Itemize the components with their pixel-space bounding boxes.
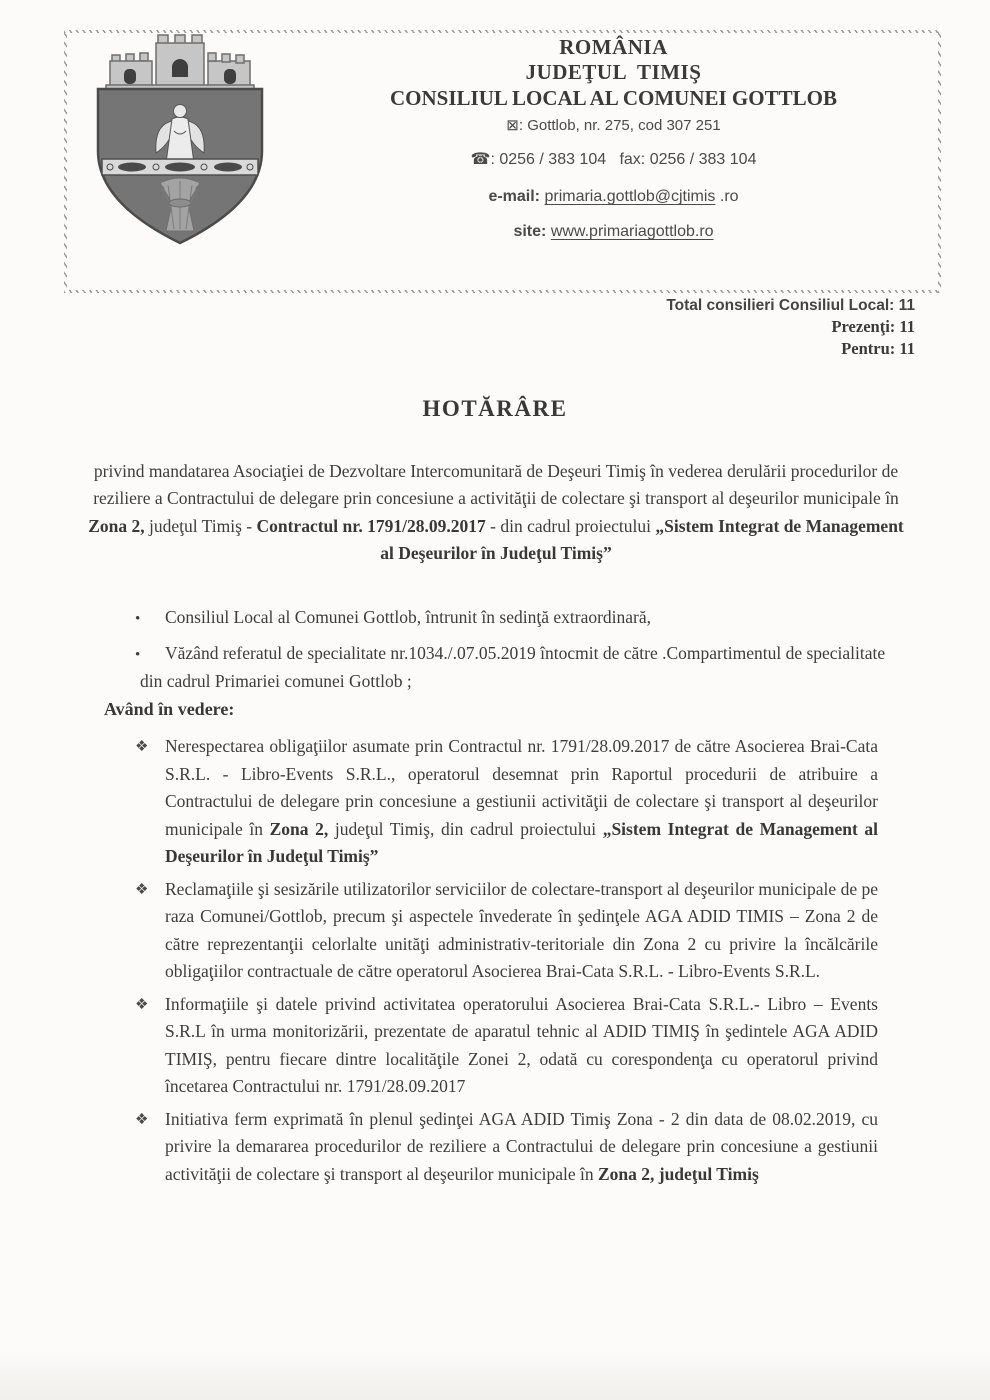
- subtitle-run-bold: „Sistem Integrat de Management al Deşeurilor în Judeţul Timiş”: [380, 515, 904, 563]
- email-label: e-mail:: [488, 188, 541, 205]
- site-link[interactable]: www.primariagottlob.ro: [550, 223, 714, 240]
- coat-of-arms-icon: [84, 31, 276, 247]
- item-text: judeţul Timiş, din cadrul proiectului: [328, 818, 603, 839]
- item-text: Initiativa ferm exprimată în plenul şedinţei AGA ADID Timiş Zona - 2 din data de 08.02.2019, cu privire la demararea procedurilor de reziliere a Contractului de delegare prin concesiune a gestiunii activităţii de colectare şi transport al deşeurilor municipale în: [165, 1108, 878, 1184]
- for-count: Pentru: 11: [841, 338, 915, 358]
- list-item-text: Consiliul Local al Comunei Gottlob, întrunit în sedinţă extraordinară,: [165, 607, 652, 627]
- page-title: HOTĂRÂRE: [422, 396, 568, 421]
- country-title: ROMÂNIA: [559, 35, 668, 59]
- phone-line: [302, 149, 925, 169]
- diamond-bullet-icon: ❖: [135, 881, 149, 898]
- list-item: [135, 876, 878, 986]
- item-text-bold: „Sistem Integrat de Management al Deşeurilor în Judeţul Timiş”: [165, 818, 878, 866]
- diamond-bullet-icon: ❖: [135, 1111, 149, 1128]
- considerations-list: [135, 733, 878, 1193]
- diamond-bullet-icon: ❖: [135, 739, 149, 755]
- decision-subtitle: [82, 458, 910, 568]
- council-title: CONSILIUL LOCAL AL COMUNEI GOTTLOB: [390, 86, 837, 110]
- email-link[interactable]: primaria.gottlob@cjtimis: [544, 188, 716, 205]
- council-counters: [666, 296, 915, 359]
- county-title: JUDEŢUL TIMIŞ: [525, 60, 702, 84]
- subtitle-run: - din cadrul proiectului: [485, 515, 656, 536]
- list-item: [135, 1106, 878, 1189]
- preamble-list: [135, 604, 895, 702]
- site-line: [302, 223, 925, 241]
- diamond-bullet-icon: ❖: [135, 996, 149, 1013]
- email-suffix: .ro: [715, 188, 739, 205]
- list-item: [135, 604, 895, 633]
- header-border-left: [64, 30, 67, 293]
- header-box: [64, 30, 941, 293]
- ornament-band: [102, 159, 258, 175]
- list-item-text: Văzând referatul de specialitate nr.1034./.07.05.2019 întocmit de către .Compartimentul de specialitate din cadrul Primariei comunei Gottlob ;: [140, 642, 886, 691]
- list-item: [135, 733, 878, 871]
- address-text: : Gottlob, nr. 275, cod 307 251: [518, 117, 721, 134]
- address-line: [302, 116, 925, 134]
- having-regard-heading: Având în vedere:: [104, 699, 235, 719]
- subtitle-run-bold: Contractul nr. 1791/28.09.2017: [256, 515, 486, 536]
- header-border-right: [938, 30, 941, 293]
- item-text-bold: Zona 2,: [269, 818, 329, 839]
- item-text-bold: Zona 2, judeţul Timiş: [597, 1163, 759, 1184]
- email-line: [302, 188, 925, 206]
- site-label: site:: [513, 223, 547, 240]
- castle-crown: [106, 35, 254, 91]
- subtitle-run-bold: Zona 2,: [88, 515, 145, 536]
- item-text: Reclamaţiile şi sesizările utilizatorilor serviciilor de colectare-transport al deşeurilor municipale de pe raza Comunei/Gottlob, precum şi aspectele învederate în şedinţele AGA ADID TIMIS – Zona 2 de către reprezentanţii celorlalte unităţi administrativ-teritoriale din Zona 2 cu privire la încălcările obligaţiilor contractuale de către operatorul Asocierea Brai-Cata S.R.L. - Libro-Events S.R.L.: [165, 878, 878, 981]
- header-border-bottom: [64, 290, 941, 293]
- bullet-icon: •: [135, 646, 141, 663]
- present-count: Prezenţi: 11: [831, 317, 915, 336]
- phone-icon: ☎: [470, 151, 491, 168]
- bullet-icon: •: [135, 611, 141, 627]
- list-item: [135, 991, 878, 1101]
- item-text: Informaţiile şi datele privind activitatea operatorului Asocierea Brai-Cata S.R.L.- Libro – Events S.R.L în urma monitorizării, prezentate de aparatul tehnic al ADID TIMIŞ în şedintele AGA ADID TIMIŞ, pentru fiecare dintre localităţile Zonei 2, odată cu corespondenţa cu operatorul privind încetarea Contractului nr. 1791/28.09.2017: [165, 993, 878, 1096]
- list-item: [135, 640, 895, 695]
- total-councillors: Total consilieri Consiliul Local: 11: [666, 297, 915, 314]
- phone-text: : 0256 / 383 104 fax: 0256 / 383 104: [490, 151, 757, 168]
- header-text: [302, 35, 925, 241]
- envelope-icon: ⊠: [506, 117, 519, 134]
- item-text: Nerespectarea obligaţiilor asumate prin Contractul nr. 1791/28.09.2017 de către Asocierea Brai-Cata S.R.L. - Libro-Events S.R.L., operatorul desemnat prin Raportul procedurii de atribuire a Contractului de delegare prin concesiune a gestiunii activităţii de colectare şi transport al deşeurilor municipale în: [165, 736, 878, 839]
- subtitle-run: judeţul Timiş -: [144, 515, 257, 536]
- subtitle-run: privind mandatarea Asociaţiei de Dezvoltare Intercomunitară de Deşeuri Timiş în vederea derulării procedurilor de reziliere a Contractului de delegare prin concesiune a activităţii de colectare şi transport al deşeurilor municipale în: [93, 460, 899, 508]
